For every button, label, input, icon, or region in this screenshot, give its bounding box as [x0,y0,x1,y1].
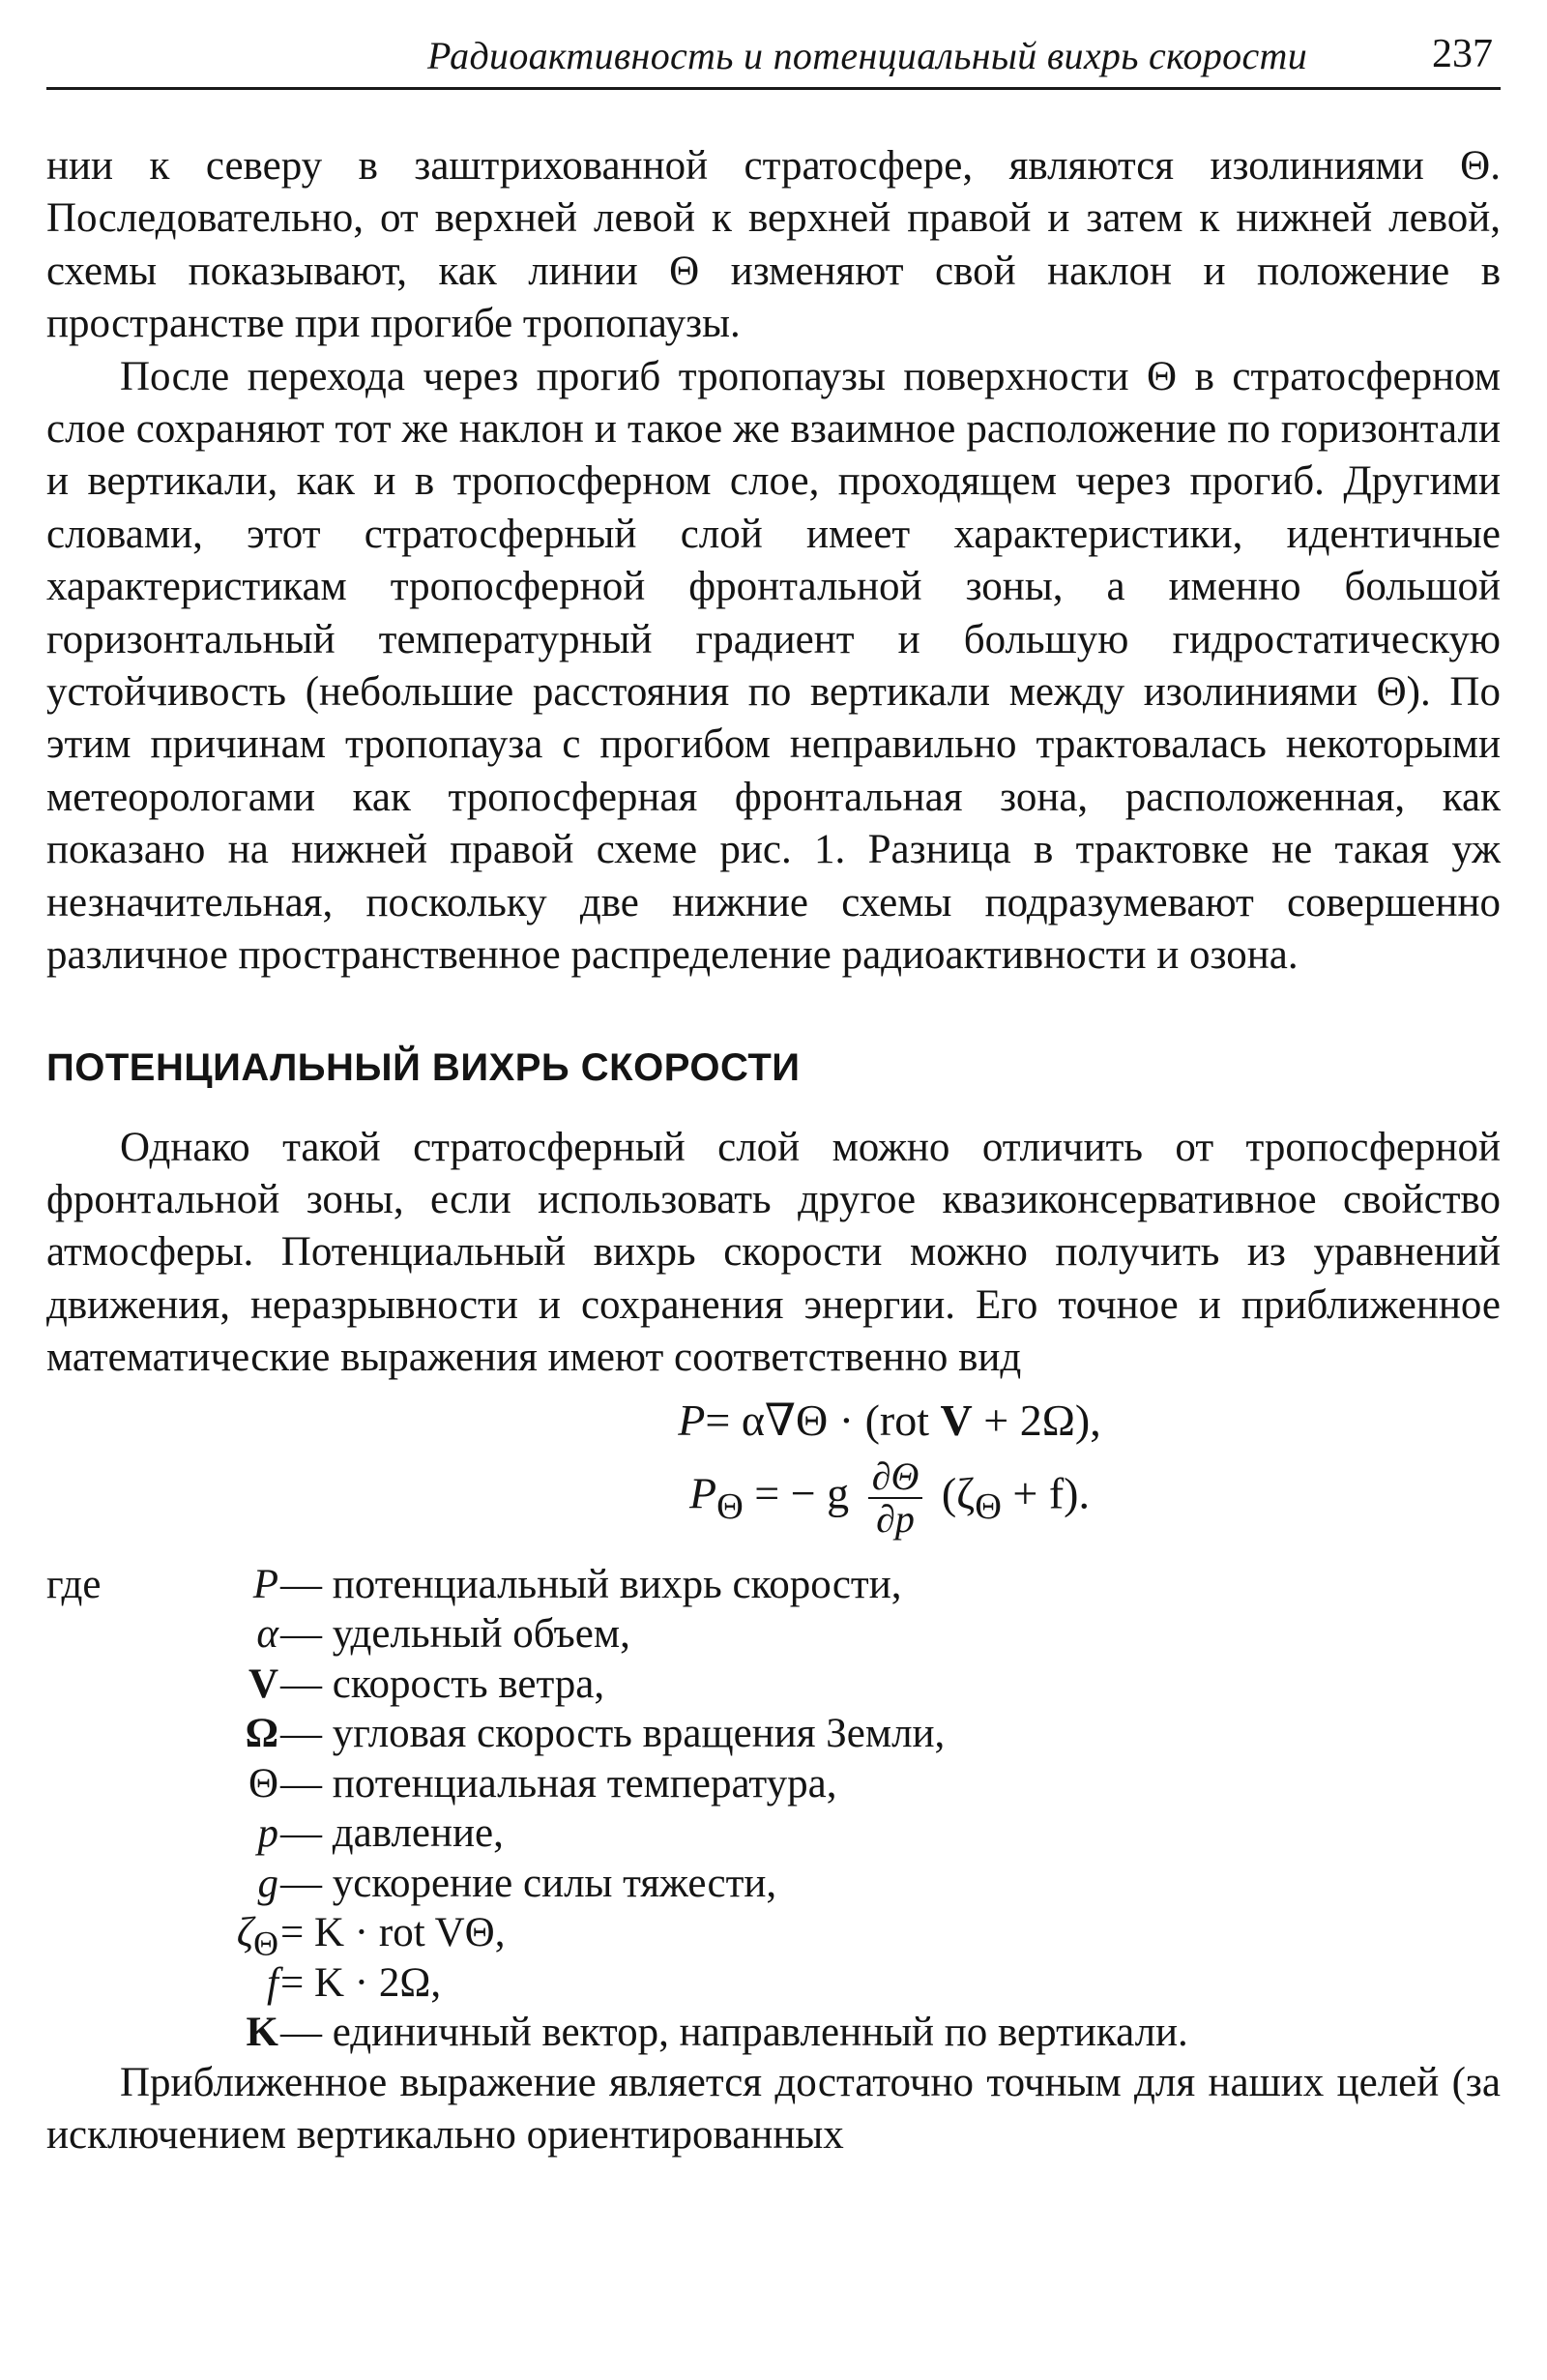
legend-row [46,2007,1501,2057]
legend-description: = K · rot VΘ, [280,1910,506,1956]
formula-eq: = − g [743,1468,861,1518]
legend-description: — единичный вектор, направленный по вертикали. [280,2010,1188,2056]
formula-rhs-end: + f). [1001,1468,1090,1518]
legend-row [46,1807,1501,1858]
formula-exact [46,1391,1501,1451]
symbol-legend [46,1559,1501,2057]
legend-row [46,1659,1501,1709]
formula-lhs-subscript: Θ [716,1485,744,1527]
legend-symbol: α [256,1611,278,1658]
legend-symbol: g [257,1860,278,1906]
legend-description: — угловая скорость вращения Земли, [280,1711,946,1757]
legend-row [46,1608,1501,1659]
formula-rhs-start: = α∇Θ · (rot [705,1395,941,1445]
formula-lhs: P [678,1395,706,1445]
legend-symbol: P [252,1561,278,1607]
legend-symbol: Θ [248,1760,278,1807]
section-heading: ПОТЕНЦИАЛЬНЫЙ ВИХРЬ СКОРОСТИ [46,1045,801,1089]
legend-row [46,1559,1501,1609]
legend-symbol: p [257,1810,278,1857]
running-title: Радиоактивность и потенциальный вихрь скорости [426,34,1307,77]
legend-description: — потенциальная температура, [280,1760,837,1807]
legend-symbol: K [246,2010,278,2056]
page-header [46,29,1501,90]
formula-rhs: (ζ [930,1468,976,1518]
legend-description: — удельный объем, [280,1611,630,1658]
legend-description: — потенциальный вихрь скорости, [280,1561,902,1607]
legend-symbol: V [248,1660,278,1707]
body-text [46,140,1501,2161]
legend-row [46,1858,1501,1908]
legend-symbol: f [267,1959,278,2006]
legend-description: = K · 2Ω, [280,1959,442,2006]
formula-rhs-subscript: Θ [975,1485,1002,1527]
formula-rhs-end: + 2Ω), [972,1395,1101,1445]
paragraph: После перехода через прогиб тропопаузы поверхности Θ в стратосферном слое сохраняют тот же наклон и такое же взаимное расположение по горизонтали и вертикали, как и в тропосферном слое, проходящем через прогиб. Другими словами, этот стратосферный слой имеет характеристики, идентичные характеристикам тропосферной фронтальной зоны, а именно большой горизонтальный температурный градиент и большую гидростатическую устойчивость (небольшие расстояния по вертикали между изолиниями Θ). По этим причинам тропопауза с прогибом неправильно трактовалась некоторыми метеорологами как тропосферная фронтальная зона, расположенная, как показано на нижней правой схеме рис. 1. Разница в трактовке не такая уж незначительная, поскольку две нижние схемы подразумевают совершенно различное пространственное распределение радиоактивности и озона. [46,353,1501,979]
legend-symbol: $\zeta_\Theta$ [236,1910,278,1963]
paragraph: Однако такой стратосферный слой можно отличить от тропосферной фронтальной зоны, если использовать другое квазиконсервативное свойство атмосферы. Потенциальный вихрь скорости можно получить из уравнений движения, неразрывности и сохранения энергии. Его точное и приближенное математические выражения имеют соответственно вид [46,1124,1501,1381]
fraction-numerator: ∂Θ [868,1456,923,1499]
book-page [46,0,1501,2380]
formula-lhs: P [689,1468,717,1518]
legend-intro: где [46,1561,102,1607]
legend-row [46,1708,1501,1758]
formula-fraction [868,1456,923,1540]
legend-row [46,1957,1501,2008]
legend-description: — скорость ветра, [280,1660,605,1707]
formula-vector-v: V [940,1395,973,1445]
paragraph: Приближенное выражение является достаточно точным для наших целей (за исключением вертикально ориентированных [46,2059,1501,2158]
fraction-denominator: ∂p [876,1496,915,1541]
legend-symbol: Ω [245,1711,278,1757]
page-number: 237 [1432,32,1493,76]
paragraph-continued: нии к северу в заштрихованной стратосфере, являются изолиниями Θ. Последовательно, от верхней левой к верхней правой и затем к нижней левой, схемы показывают, как линии Θ изменяют свой наклон и положение в пространстве при прогибе тропопаузы. [46,143,1501,347]
legend-description: — ускорение силы тяжести, [280,1860,777,1906]
legend-row [46,1907,1501,1963]
legend-description: — давление, [280,1810,504,1857]
formula-approximate [46,1456,1501,1540]
legend-row [46,1758,1501,1808]
